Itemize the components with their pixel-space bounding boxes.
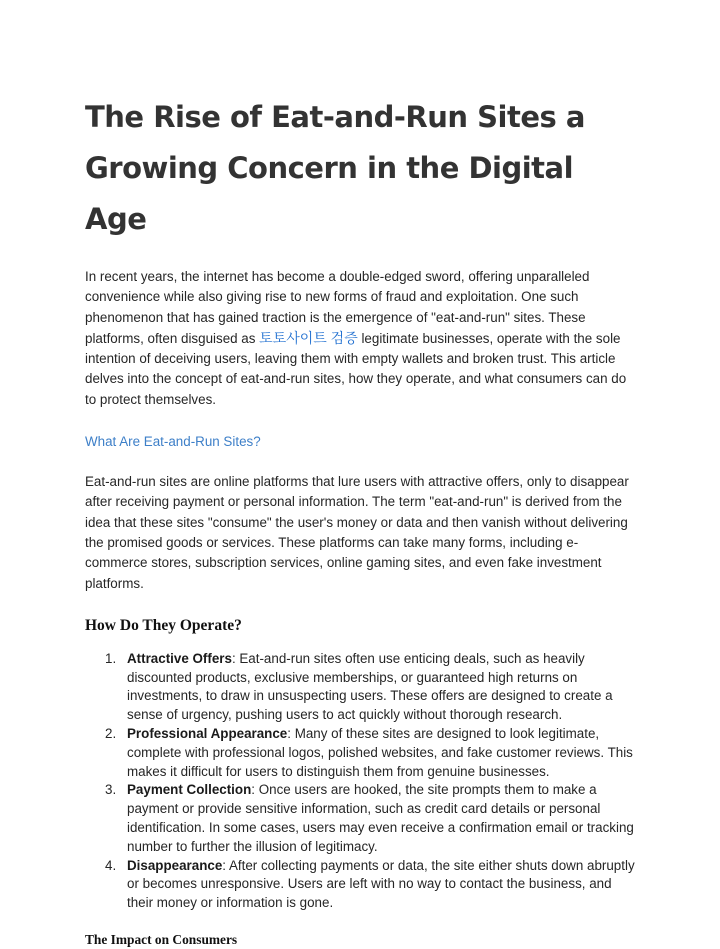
section-heading-impact: The Impact on Consumers xyxy=(85,932,238,948)
intro-paragraph xyxy=(85,267,637,410)
section-heading-how-operate: How Do They Operate? xyxy=(85,616,242,634)
article-title: The Rise of Eat-and-Run Sites a Growing Concern in the Digital Age xyxy=(85,100,585,236)
intro-text-part2: legitimate businesses, operate with the sole intention of deceiving users, leaving them with empty wallets and broken trust. This article delves into the concept of eat-and-run sites, how they operate, and what consumers can do to protect themselves. xyxy=(85,330,627,407)
list-item-number: 1. xyxy=(105,650,117,666)
korean-link[interactable]: 토토사이트 검증 xyxy=(259,329,358,346)
definition-paragraph: Eat-and-run sites are online platforms that lure users with attractive offers, only to disappear after receiving payment or personal information. The term "eat-and-run" is derived from the idea that these sites "consume" the user's money or data and then vanish without delivering the promised goods or services. These platforms can take many forms, including e-commerce stores, subscription services, online gaming sites, and even fake investment platforms. xyxy=(85,474,629,591)
intro-text-part1: In recent years, the internet has become a double-edged sword, offering unparalleled convenience while also giving rise to new forms of fraud and exploitation. One such phenomenon that has gained traction is the emergence of "eat-and-run" sites. These platforms, often disguised as xyxy=(85,269,590,346)
operation-steps-list xyxy=(85,650,637,913)
list-item-text: : After collecting payments or data, the site either shuts down abruptly or becomes unresponsive. Users are left with no way to contact the business, and their money or information is gone. xyxy=(127,857,635,911)
article-body xyxy=(85,92,637,949)
list-item-term: Payment Collection xyxy=(127,782,252,798)
list-item-text: : Once users are hooked, the site prompts them to make a payment or provide sensitive information, such as credit card details or personal identification. In some cases, users may even receive a confirmation email or tracking number to further the illusion of legitimacy. xyxy=(127,782,634,854)
list-item-number: 3. xyxy=(105,782,117,798)
list-item-number: 2. xyxy=(105,726,117,742)
list-item xyxy=(85,781,637,856)
list-item xyxy=(85,650,637,725)
list-item-term: Disappearance xyxy=(127,857,223,873)
list-item xyxy=(85,725,637,781)
list-item-number: 4. xyxy=(105,857,117,873)
list-item-term: Professional Appearance xyxy=(127,726,288,742)
list-item-text: : Eat-and-run sites often use enticing deals, such as heavily discounted products, exclusive memberships, or guaranteed high returns on investments, to draw in unsuspecting users. These offers are designed to create a sense of urgency, pushing users to act quickly without thorough research. xyxy=(127,650,613,723)
list-item-text: : Many of these sites are designed to look legitimate, complete with professional logos, polished websites, and fake customer reviews. This makes it difficult for users to distinguish them from genuine businesses. xyxy=(127,726,633,779)
section-heading-what-are: What Are Eat-and-Run Sites? xyxy=(85,434,261,450)
list-item-term: Attractive Offers xyxy=(127,650,232,666)
list-item xyxy=(85,857,637,913)
